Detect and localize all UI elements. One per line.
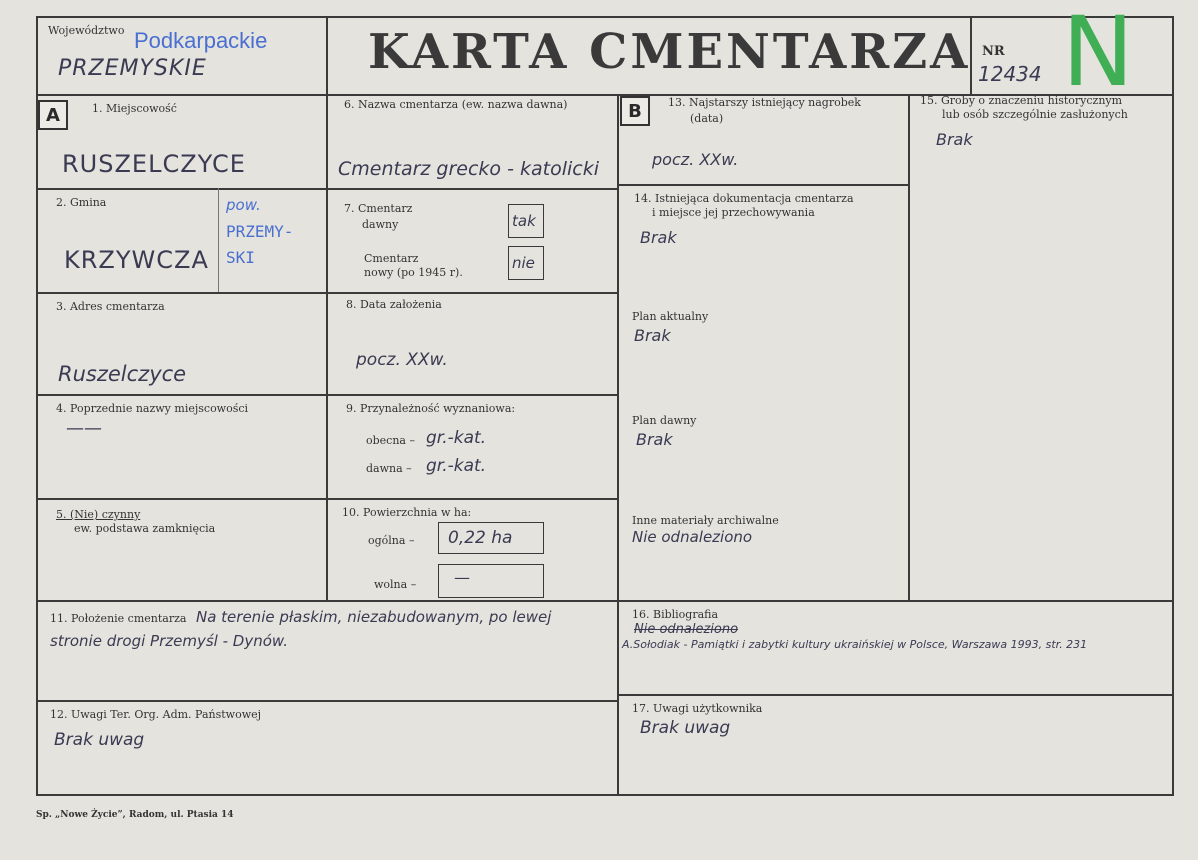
f10-wolna-value: — — [454, 568, 470, 587]
f9-obecna-value: gr.-kat. — [426, 428, 487, 448]
f4-label: 4. Poprzednie nazwy miejscowości — [56, 402, 249, 415]
f7-dawny-label: dawny — [362, 218, 399, 231]
f3-value: Ruszelczyce — [58, 362, 187, 386]
f11-value-line1: Na terenie płaskim, niezabudowanym, po lewej — [196, 608, 552, 626]
f16-value: A.Sołodiak - Pamiątki i zabytki kultury ukraińskiej w Polsce, Warszawa 1993, str. 231 — [622, 638, 1088, 651]
category-letter: N — [1062, 0, 1134, 108]
f7-nowy-value: nie — [512, 254, 535, 272]
page-title: KARTA CMENTARZA — [368, 24, 971, 80]
f14-sublabel: i miejsce jej przechowywania — [652, 206, 815, 219]
inne-value: Nie odnaleziono — [632, 528, 753, 546]
f2-pow-prefix: pow. — [226, 196, 261, 214]
section-a-marker: A — [38, 100, 68, 130]
f5-label: 5. (Nie) czynny — [56, 508, 141, 521]
section-b-marker: B — [620, 96, 650, 126]
f3-label: 3. Adres cmentarza — [56, 300, 165, 313]
f9-label: 9. Przynależność wyznaniowa: — [346, 402, 516, 415]
f11-value-line2: stronie drogi Przemyśl - Dynów. — [50, 632, 288, 650]
f10-ogolna-value: 0,22 ha — [448, 528, 513, 548]
wojewodztwo-value: PRZEMYSKIE — [58, 56, 207, 81]
f12-label: 12. Uwagi Ter. Org. Adm. Państwowej — [50, 708, 262, 721]
f10-label: 10. Powierzchnia w ha: — [342, 506, 472, 519]
f9-obecna-label: obecna – — [366, 434, 415, 447]
f13-label: 13. Najstarszy istniejący nagrobek — [668, 96, 861, 109]
f6-value: Cmentarz grecko - katolicki — [338, 158, 599, 180]
f11-label: 11. Położenie cmentarza — [50, 612, 187, 625]
f10-wolna-label: wolna – — [374, 578, 417, 591]
f13-sublabel: (data) — [690, 112, 724, 125]
plan-aktualny-label: Plan aktualny — [632, 310, 709, 323]
f15-label: 15. Groby o znaczeniu historycznym — [920, 94, 1123, 107]
printer-imprint: Sp. „Nowe Życie”, Radom, ul. Ptasia 14 — [36, 810, 234, 820]
f16-struck: Nie odnaleziono — [634, 622, 739, 637]
f17-value: Brak uwag — [640, 718, 731, 738]
f15-value: Brak — [936, 130, 973, 149]
f14-value: Brak — [640, 228, 677, 247]
f1-label: 1. Miejscowość — [92, 102, 177, 115]
f2-pow-line1: PRZEMY- — [226, 222, 294, 241]
plan-dawny-value: Brak — [636, 430, 673, 449]
f13-value: pocz. XXw. — [652, 150, 739, 169]
nr-label: NR — [982, 44, 1005, 59]
f5-sublabel: ew. podstawa zamknięcia — [74, 522, 216, 535]
wojewodztwo-stamp: Podkarpackie — [134, 28, 268, 53]
f2-value: KRZYWCZA — [64, 246, 209, 274]
f15-sublabel: lub osób szczególnie zasłużonych — [942, 108, 1128, 121]
f17-label: 17. Uwagi użytkownika — [632, 702, 763, 715]
f14-label: 14. Istniejąca dokumentacja cmentarza — [634, 192, 854, 205]
f9-dawna-value: gr.-kat. — [426, 456, 487, 476]
f7-label: 7. Cmentarz — [344, 202, 413, 215]
plan-dawny-label: Plan dawny — [632, 414, 697, 427]
f4-value: —— — [66, 418, 102, 439]
f9-dawna-label: dawna – — [366, 462, 412, 475]
f1-value: RUSZELCZYCE — [62, 150, 246, 178]
f8-value: pocz. XXw. — [356, 350, 448, 370]
f12-value: Brak uwag — [54, 730, 145, 750]
plan-aktualny-value: Brak — [634, 326, 671, 345]
f7-nowy-label: Cmentarz — [364, 252, 419, 265]
f16-label: 16. Bibliografia — [632, 608, 719, 621]
f7-dawny-value: tak — [512, 212, 536, 230]
f6-label: 6. Nazwa cmentarza (ew. nazwa dawna) — [344, 98, 568, 111]
inne-label: Inne materiały archiwalne — [632, 514, 779, 527]
nr-value: 12434 — [978, 62, 1042, 86]
f10-ogolna-label: ogólna – — [368, 534, 415, 547]
f7-nowy-sublabel: nowy (po 1945 r). — [364, 266, 463, 279]
f8-label: 8. Data założenia — [346, 298, 442, 311]
wojewodztwo-label: Województwo — [48, 24, 125, 37]
f2-pow-line2: SKI — [226, 248, 255, 267]
f2-label: 2. Gmina — [56, 196, 107, 209]
